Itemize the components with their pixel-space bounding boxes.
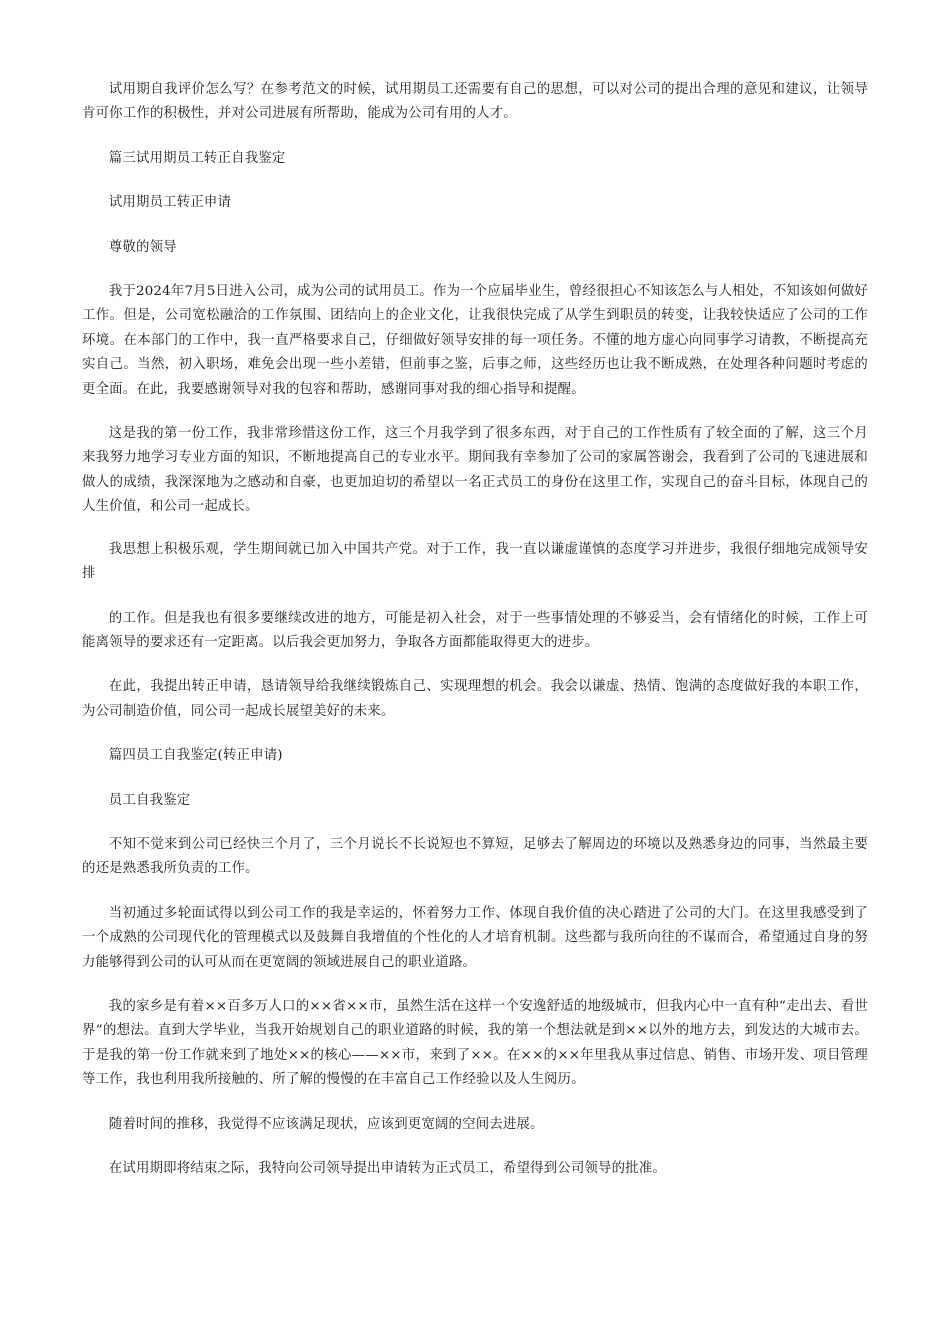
body-paragraph: 我的家乡是有着××百多万人口的××省××市，虽然生活在这样一个安逸舒适的地级城市，但我内心中一直有种“走出去、看世界”的想法。直到大学毕业，当我开始规划自己的职业道路的时候，我的第一个想法就是到××以外的地方去，到发达的大城市去。于是我的第一份工作就来到了地处××的核心——××市，来到了××。在××的××年里我从事过信息、销售、市场开发、项目管理等工作，我也利用我所接触的、所了解的慢慢的在丰富自己工作经验以及人生阅历。 [82,998,868,1088]
section-heading-part-three: 篇三试用期员工转正自我鉴定 [108,150,286,166]
application-title: 试用期员工转正申请 [108,195,232,211]
section-heading-part-four: 篇四员工自我鉴定(转正申请) [108,748,283,764]
body-paragraph: 不知不觉来到公司已经快三个月了，三个月说长不长说短也不算短，足够去了解周边的环境以及熟悉身边的同事，当然最主要的还是熟悉我所负责的工作。 [82,836,868,877]
salutation: 尊敬的领导 [108,239,177,255]
body-paragraph: 我于2024年7月5日进入公司，成为公司的试用员工。作为一个应届毕业生，曾经很担心不知该怎么与人相处，不知该如何做好工作。但是，公司宽松融洽的工作氛围、团结向上的企业文化，让我很快完成了从学生到职员的转变，让我较快适应了公司的工作环境。在本部门的工作中，我一直严格要求自己，仔细做好领导安排的每一项任务。不懂的地方虚心向同事学习请教，不断提高充实自己。当然，初入职场，难免会出现一些小差错，但前事之鉴，后事之师，这些经历也让我不断成熟，在处理各种问题时考虑的更全面。在此，我要感谢领导对我的包容和帮助，感谢同事对我的细心指导和提醒。 [82,284,868,397]
body-paragraph: 的工作。但是我也有很多要继续改进的地方，可能是初入社会，对于一些事情处理的不够妥当，会有情绪化的时候，工作上可能离领导的要求还有一定距离。以后我会更加努力，争取各方面都能取得更大的进步。 [82,610,868,650]
body-paragraph: 这是我的第一份工作，我非常珍惜这份工作，这三个月我学到了很多东西，对于自己的工作性质有了较全面的了解，这三个月来我努力地学习专业方面的知识，不断地提高自己的专业水平。期间我有幸参加了公司的家属答谢会，我看到了公司的飞速进展和做人的成绩，我深深地为之感动和自豪，也更加迫切的希望以一名正式员工的身份在这里工作，实现自己的奋斗目标，体现自己的人生价值，和公司一起成长。 [82,426,868,515]
self-assessment-title: 员工自我鉴定 [108,792,191,808]
body-paragraph: 当初通过多轮面试得以到公司工作的我是幸运的，怀着努力工作、体现自我价值的决心踏进了公司的大门。在这里我感受到了一个成熟的公司现代化的管理模式以及鼓舞自我增值的个性化的人才培育机制。这些都与我所向往的不谋而合，希望通过自身的努力能够得到公司的认可从而在更宽阔的领域进展自己的职业道路。 [82,905,868,970]
body-paragraph: 在此，我提出转正申请，恳请领导给我继续锻炼自己、实现理想的机会。我会以谦虚、热情、饱满的态度做好我的本职工作，为公司制造价值，同公司一起成长展望美好的未来。 [82,679,868,719]
intro-paragraph: 试用期自我评价怎么写？在参考范文的时候，试用期员工还需要有自己的思想，可以对公司的提出合理的意见和建议，让领导肯可你工作的积极性，并对公司进展有所帮助，能成为公司有用的人才。 [82,82,868,122]
document-page [82,78,868,1181]
closing-paragraph: 在试用期即将结束之际，我特向公司领导提出申请转为正式员工，希望得到公司领导的批准。 [108,1161,667,1176]
body-paragraph: 我思想上积极乐观，学生期间就已加入中国共产党。对于工作，我一直以谦虚谨慎的态度学习并进步，我很仔细地完成领导安排 [82,541,868,582]
body-paragraph: 随着时间的推移，我觉得不应该满足现状，应该到更宽阔的空间去进展。 [108,1116,544,1132]
